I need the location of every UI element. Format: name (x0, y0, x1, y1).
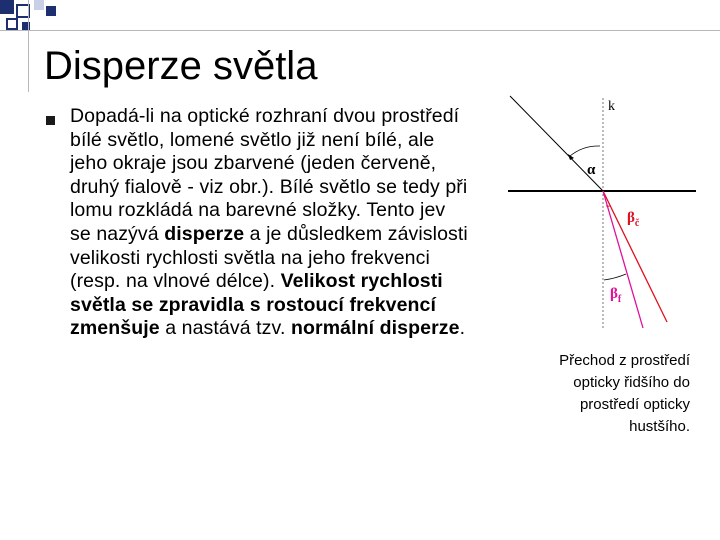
alpha-arc (570, 146, 600, 156)
term-normal-dispersion: normální disperze (290, 317, 460, 340)
label-beta-violet-sub: f (617, 294, 622, 305)
paragraph-text: Dopadá-li na optické rozhraní dvou prostředí bílé světlo, lomené světlo již není bílé, ale jeho okraje jsou zbarvené (jeden červeně, druhý fialově - viz obr.). Bílé světlo se tedy při lomu rozkládá na barevné složky. Tento jev se nazývá (70, 105, 468, 245)
term-disperze: disperze (164, 222, 245, 245)
bullet-square-icon (46, 116, 55, 125)
caption-line: prostředí opticky (579, 396, 690, 413)
bullet-paragraph (70, 105, 470, 341)
refraction-diagram (500, 90, 710, 340)
title-divider (0, 30, 720, 31)
decor-square (0, 0, 14, 14)
decor-square (34, 0, 44, 10)
paragraph-text: a nastává tzv. (159, 317, 291, 340)
decor-square (6, 18, 18, 30)
beta-violet-arc (604, 274, 626, 280)
label-beta-violet-symbol: β (610, 286, 618, 302)
left-divider (28, 0, 29, 92)
paragraph-text: a je důsledkem závislosti velikosti rychlosti světla na jeho frekvenci (resp. na vlnové délce). (70, 222, 468, 293)
caption-line: opticky řidšího do (573, 374, 690, 391)
label-beta-red-sub: č (634, 218, 640, 229)
emphasis-velocity: Velikost rychlosti světla se zpravidla s rostoucí frekvencí zmenšuje (70, 270, 443, 340)
caption-line: hustšího. (629, 418, 690, 435)
label-beta-red (627, 210, 640, 229)
caption-line: Přechod z prostředí (559, 352, 690, 369)
figure-caption (500, 350, 690, 438)
label-beta-violet (610, 286, 622, 305)
corner-decoration (0, 0, 60, 40)
label-alpha: α (587, 162, 596, 178)
decor-square (46, 6, 56, 16)
label-beta-red-symbol: β (627, 210, 635, 226)
label-k: k (608, 99, 615, 114)
paragraph-text: . (459, 317, 466, 340)
slide-title: Disperze světla (44, 44, 318, 88)
